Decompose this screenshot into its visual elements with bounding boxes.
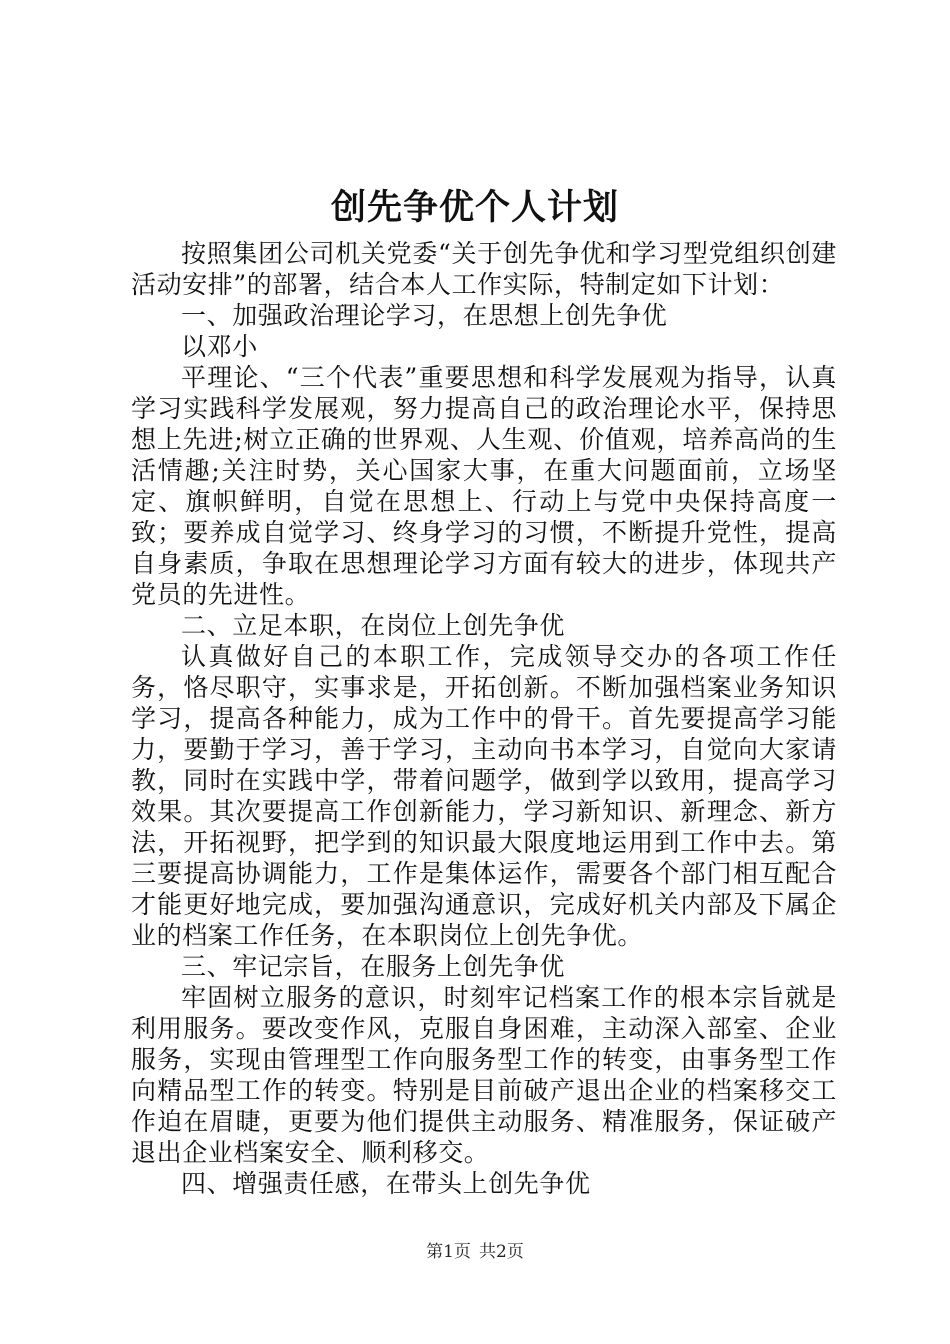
section-heading-1: 一、加强政治理论学习，在思想上创先争优 bbox=[181, 301, 668, 330]
section-heading-4: 四、增强责任感，在带头上创先争优 bbox=[181, 1169, 591, 1198]
section-heading-3: 三、牢记宗旨，在服务上创先争优 bbox=[181, 952, 566, 981]
page-total: 共2页 bbox=[479, 1242, 524, 1262]
page-footer bbox=[0, 1241, 950, 1263]
page-number: 第1页 bbox=[426, 1242, 471, 1262]
paragraph-section-1: 平理论、“三个代表”重要思想和科学发展观为指导，认真学习实践科学发展观，努力提高自己的政治理论水平，保持思想上先进;树立正确的世界观、人生观、价值观，培养高尚的生活情趣;关注时势，关心国家大事，在重大问题面前，立场坚定、旗帜鲜明，自觉在思想上、行动上与党中央保持高度一致；要养成自觉学习、终身学习的习惯，不断提升党性，提高自身素质，争取在思想理论学习方面有较大的进步，体现共产党员的先进性。 bbox=[131, 363, 837, 609]
paragraph-fragment: 以邓小 bbox=[181, 332, 258, 361]
document-body bbox=[131, 238, 837, 1199]
paragraph-section-3: 牢固树立服务的意识，时刻牢记档案工作的根本宗旨就是利用服务。要改变作风，克服自身困难，主动深入部室、企业服务，实现由管理型工作向服务型工作的转变，由事务型工作向精品型工作的转变。特别是目前破产退出企业的档案移交工作迫在眉睫，更要为他们提供主动服务、精准服务，保证破产退出企业档案安全、顺利移交。 bbox=[131, 983, 837, 1167]
paragraph-intro: 按照集团公司机关党委“关于创先争优和学习型党组织创建活动安排”的部署，结合本人工作实际，特制定如下计划： bbox=[131, 239, 837, 299]
section-heading-2: 二、立足本职，在岗位上创先争优 bbox=[181, 611, 566, 640]
page-title: 创先争优个人计划 bbox=[330, 187, 619, 228]
paragraph-section-2: 认真做好自己的本职工作，完成领导交办的各项工作任务，恪尽职守，实事求是，开拓创新。不断加强档案业务知识学习，提高各种能力，成为工作中的骨干。首先要提高学习能力，要勤于学习，善于学习，主动向书本学习，自觉向大家请教，同时在实践中学，带着问题学，做到学以致用，提高学习效果。其次要提高工作创新能力，学习新知识、新理念、新方法，开拓视野，把学到的知识最大限度地运用到工作中去。第三要提高协调能力，工作是集体运作，需要各个部门相互配合才能更好地完成，要加强沟通意识，完成好机关内部及下属企业的档案工作任务，在本职岗位上创先争优。 bbox=[131, 642, 837, 950]
